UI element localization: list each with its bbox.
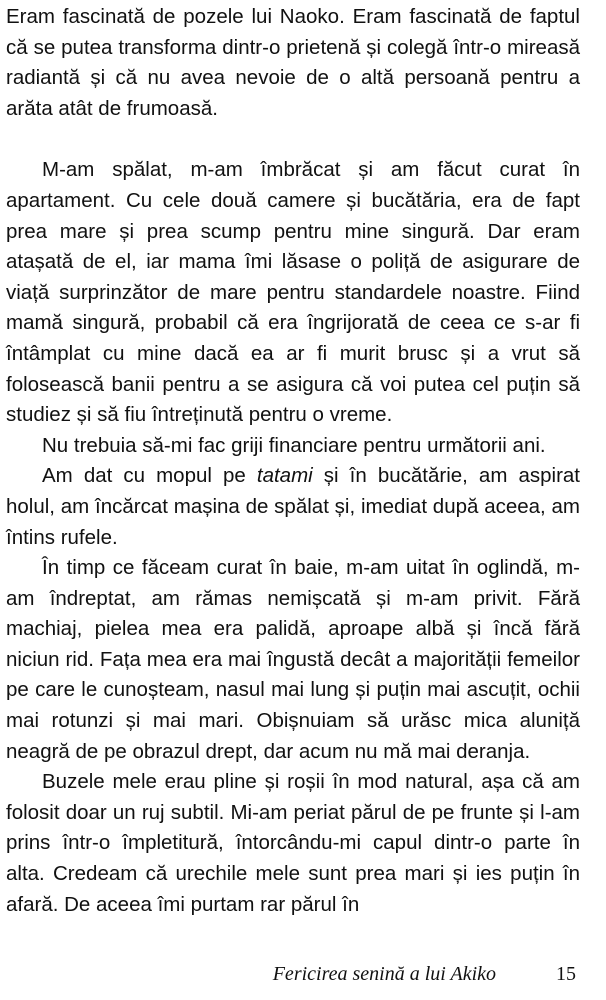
body-text (6, 2, 580, 920)
italic-word-tatami: tatami (256, 464, 313, 488)
paragraph-text: și în bucătărie, am aspirat holul, am încărcat mașina de spălat și, imediat după aceea, am întins rufele. (6, 464, 581, 549)
running-title: Fericirea senină a lui Akiko (272, 963, 496, 985)
paragraph-5 (6, 553, 580, 767)
paragraph-6 (6, 767, 580, 920)
paragraph-2 (6, 155, 580, 430)
paragraph-text: Eram fascinată de pozele lui Naoko. Eram fascinată de faptul că se putea transforma dintr-o prietenă și colegă într-o mireasă radiantă și că nu avea nevoie de o altă persoană pentru a arăta atât de frumoasă. (6, 5, 580, 120)
paragraph-text: Am dat cu mopul pe (42, 464, 257, 488)
paragraph-text: Buzele mele erau pline și roșii în mod natural, așa că am folosit doar un ruj subtil. Mi-am periat părul de pe frunte și l-am prins într-o împletitură, întorcându-mi capul dintr-o parte în alta. Credeam că urechile mele sunt prea mari și ies puțin în afară. De aceea îmi purtam rar părul în (6, 770, 580, 916)
paragraph-3 (6, 431, 580, 462)
page-footer (0, 963, 606, 993)
paragraph-text: Nu trebuia să-mi fac griji financiare pentru următorii ani. (42, 433, 546, 457)
page-number: 15 (556, 963, 576, 985)
paragraph-1 (6, 2, 580, 124)
paragraph-4 (6, 461, 580, 553)
paragraph-text: M-am spălat, m-am îmbrăcat și am făcut curat în apartament. Cu cele două camere și bucătăria, era de fapt prea mare și prea scump pentru mine singură. Dar eram atașată de el, iar mama îmi lăsase o poliță de asigurare de viață surprinzător de mare pentru standardele noastre. Fiind mamă singură, probabil că era îngrijorată de ceea ce s-ar fi întâmplat cu mine dacă ea ar fi murit brusc și a vrut să folosească banii pentru a se asigura că voi putea cel puțin să studiez și să fiu întreținută pentru o vreme. (6, 158, 580, 427)
paragraph-text: În timp ce făceam curat în baie, m-am uitat în oglindă, m-am îndreptat, am rămas nemișcată și m-am privit. Fără machiaj, pielea mea era palidă, aproape albă și încă fără niciun rid. Fața mea era mai îngustă decât a majorității femeilor pe care le cunoșteam, nasul mai lung și puțin mai ascuțit, ochii mai rotunzi și mai mari. Obișnuiam să urăsc mica aluniță neagră de pe obrazul drept, dar acum nu mă mai deranja. (6, 556, 580, 763)
